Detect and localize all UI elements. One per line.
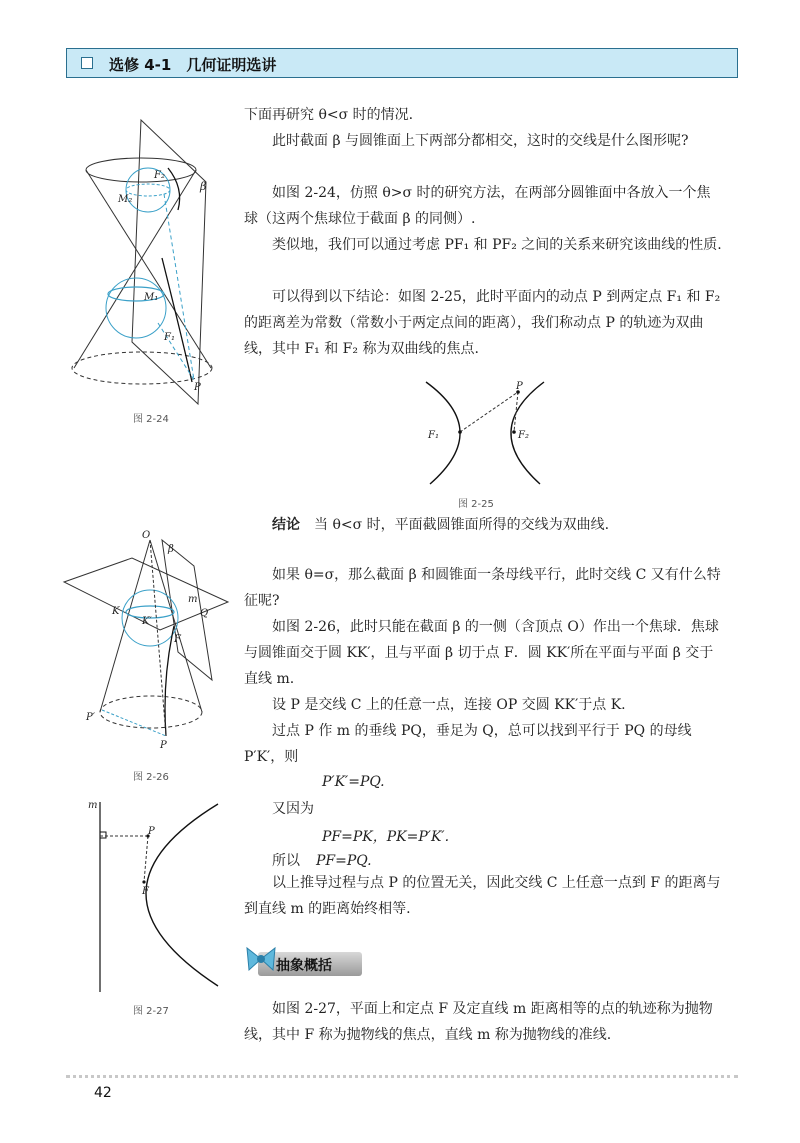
fig24-label-M2: M₂ [118,194,133,205]
cone-base [100,696,202,728]
header-title: 选修 4-1 几何证明选讲 [109,56,277,74]
fig26-label-Q: Q [200,608,209,619]
lower-hyperbola-branch [162,258,192,382]
paragraph-figure-2-26: 如图 2-26，此时只能在截面 β 的一侧（含顶点 O）作出一个焦球．焦球与圆锥面交于圆 KK′，且与平面 β 切于点 F．圆 KK′所在平面与平面 β 交于直线 m. [244,619,719,687]
paragraph-parabola-definition: 如图 2-27，平面上和定点 F 及定直线 m 距离相等的点的轨迹称为抛物线，其中 F 称为抛物线的焦点，直线 m 称为抛物线的准线. [244,1001,713,1043]
paragraph-similar: 类似地，我们可以通过考虑 PF₁ 和 PF₂ 之间的关系来研究该曲线的性质. [272,237,722,253]
fig24-label-P: P [194,382,201,393]
fig25-label-F2: F₂ [518,430,529,441]
right-angle-mark [100,832,106,838]
bow-icon [244,942,278,976]
conclusion-label: 结论 [272,517,300,533]
caption-figure-2-27: 图 2-27 [133,1006,169,1017]
paragraph-hyperbola: 可以得到以下结论：如图 2-25，此时平面内的动点 P 到两定点 F₁ 和 F₂ 的距离差为常数（常数小于两定点间的距离），我们称动点 P 的轨迹为双曲线，其中 F₁ 和 F₂ 称为双曲线的焦点. [244,289,721,357]
paragraph-question: 此时截面 β 与圆锥面上下两部分都相交，这时的交线是什么图形呢? [272,133,689,149]
abstraction-badge [244,940,362,980]
header-band [66,48,738,78]
fig25-label-P: P [516,381,523,392]
conclusion-text: 当 θ<σ 时，平面截圆锥面所得的交线为双曲线. [314,517,610,533]
cone-generator-left [86,170,211,368]
badge-label: 抽象概括 [276,958,332,974]
page-number: 42 [94,1085,112,1101]
fig25-label-F1: F₁ [428,430,439,441]
parabola-curve [165,626,174,736]
formula-1: P′K′=PQ. [322,774,385,790]
caption-figure-2-24: 图 2-24 [133,414,169,425]
paragraph-parallel: 如果 θ=σ，那么截面 β 和圆锥面一条母线平行，此时交线 C 又有什么特征呢? [244,567,721,609]
fig26-label-F: F [174,634,181,645]
figure-2-25 [420,378,550,488]
paragraph-derivation: 以上推导过程与点 P 的位置无关，因此交线 C 上任意一点到 F 的距离与到直线 m 的距离始终相等. [244,875,721,917]
fig27-label-m: m [88,800,98,811]
plane-beta [132,120,206,404]
figure-2-26 [62,530,232,760]
fig26-label-O: O [142,530,151,541]
paragraph-because: 又因为 [272,801,314,817]
formula-2: PF=PK，PK=P′K′. [322,829,450,845]
fig26-label-beta: β [168,544,174,555]
top-ellipse [86,158,196,182]
fig26-label-Kprime: K′ [142,616,152,627]
therefore-label: 所以 [272,853,300,869]
fig24-label-beta: β [200,180,207,193]
fig24-label-F1: F₁ [164,332,175,343]
header-square-icon [81,57,93,69]
paragraph-figure-2-24: 如图 2-24，仿照 θ>σ 时的研究方法，在两部分圆锥面中各放入一个焦球（这两个焦球位于截面 β 的同侧）. [244,185,711,227]
parabola-curve [146,804,218,986]
figure-2-27 [86,796,226,996]
footer-dotted-divider [66,1075,738,1078]
fig26-label-m: m [188,594,198,605]
paragraph-intro: 下面再研究 θ<σ 时的情况. [244,107,414,123]
conclusion [272,512,732,538]
caption-figure-2-25: 图 2-25 [458,499,494,510]
paragraph-point-P: 设 P 是交线 C 上的任意一点，连接 OP 交圆 KK′于点 K. [272,697,626,713]
fig24-label-F2: F₂ [154,170,165,181]
fig24-label-M1: M₁ [144,292,159,303]
fig27-label-F: F [142,886,149,897]
formula-3: PF=PQ. [316,853,372,869]
fig26-label-P: P [160,740,167,751]
figure-2-24 [66,118,246,408]
fig26-label-Pprime: P′ [86,712,95,723]
fig27-label-P: P [148,826,155,837]
fig26-label-K: K [112,606,120,617]
caption-figure-2-26: 图 2-26 [133,772,169,783]
paragraph-perpendicular: 过点 P 作 m 的垂线 PQ，垂足为 Q，总可以找到平行于 PQ 的母线 P′K′，则 [244,723,692,765]
